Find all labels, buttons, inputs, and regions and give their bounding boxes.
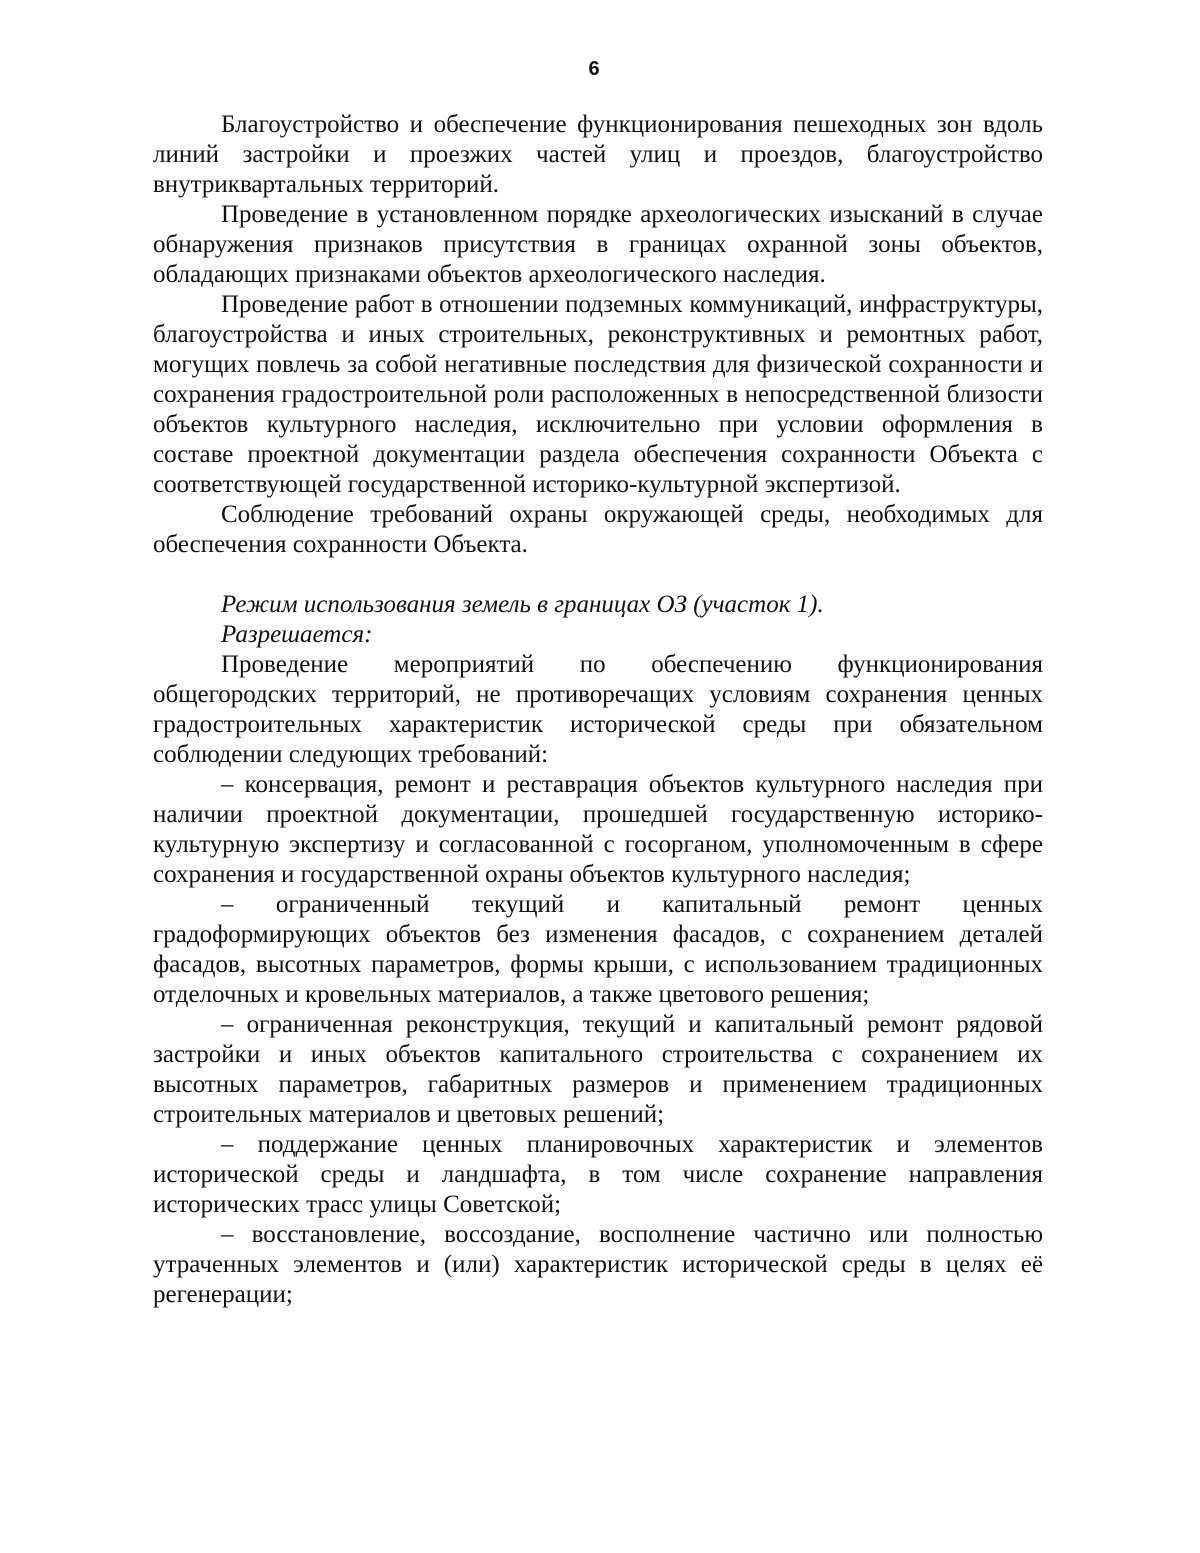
document-body [153,110,1043,1310]
list-item: – восстановление, воссоздание, восполнение частично или полностью утраченных элементов и (или) характеристик исторической среды в целях её регенерации; [153,1221,1043,1308]
paragraph-archaeology: Проведение в установленном порядке археологических изысканий в случае обнаружения признаков присутствия в границах охранной зоны объектов, обладающих признаками объектов археологического наследия. [153,201,1043,288]
paragraph-landscaping: Благоустройство и обеспечение функционирования пешеходных зон вдоль линий застройки и проезжих частей улиц и проездов, благоустройство внутриквартальных территорий. [153,111,1043,198]
section-subtitle: Разрешается: [221,621,373,648]
section-title: Режим использования земель в границах ОЗ (участок 1). [221,591,824,618]
list-item: – консервация, ремонт и реставрация объектов культурного наследия при наличии проектной документации, прошедшей государственную историко-культурную экспертизу и согласованной с госорганом, уполномоченным в сфере сохранения и государственной охраны объектов культурного наследия; [153,771,1043,888]
paragraph-works: Проведение работ в отношении подземных коммуникаций, инфраструктуры, благоустройства и иных строительных, реконструктивных и ремонтных работ, могущих повлечь за собой негативные последствия для физической сохранности и сохранения градостроительной роли расположенных в непосредственной близости объектов культурного наследия, исключительно при условии оформления в составе проектной документации раздела обеспечения сохранности Объекта с соответствующей государственной историко-культурной экспертизой. [153,291,1043,498]
list-item: – поддержание ценных планировочных характеристик и элементов исторической среды и ландшафта, в том числе сохранение направления исторических трасс улицы Советской; [153,1131,1043,1218]
list-item: – ограниченная реконструкция, текущий и капитальный ремонт рядовой застройки и иных объектов капитального строительства с сохранением их высотных параметров, габаритных размеров и применением традиционных строительных материалов и цветовых решений; [153,1011,1043,1128]
page-number: 6 [588,58,600,80]
paragraph-environment: Соблюдение требований охраны окружающей среды, необходимых для обеспечения сохранности Объекта. [153,501,1043,558]
section-intro: Проведение мероприятий по обеспечению функционирования общегородских территорий, не противоречащих условиям сохранения ценных градостроительных характеристик исторической среды при обязательном соблюдении следующих требований: [153,651,1043,768]
list-item: – ограниченный текущий и капитальный ремонт ценных градоформирующих объектов без изменения фасадов, с сохранением деталей фасадов, высотных параметров, формы крыши, с использованием традиционных отделочных и кровельных материалов, а также цветового решения; [153,891,1043,1008]
